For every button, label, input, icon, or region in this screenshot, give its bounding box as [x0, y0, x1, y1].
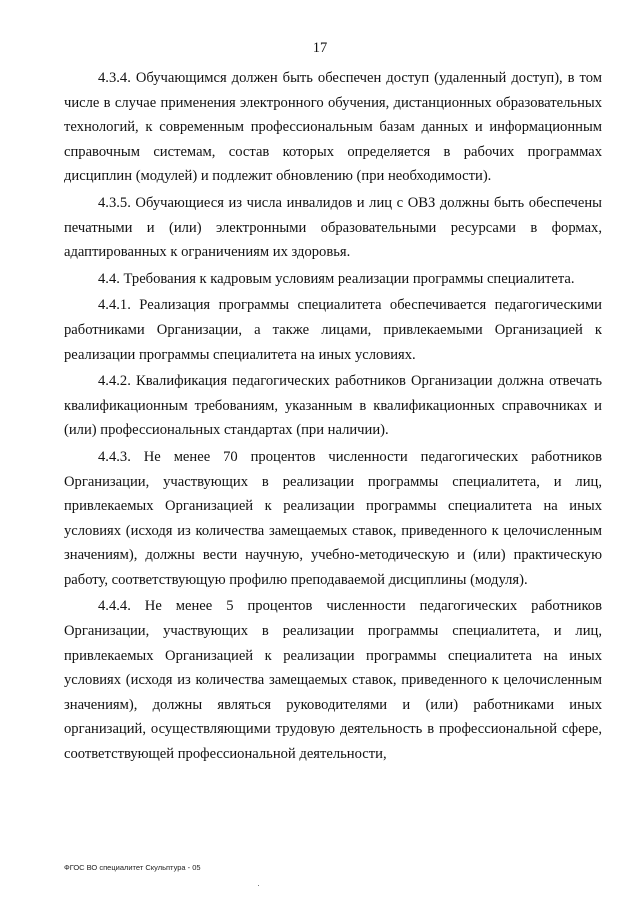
paragraph-4-4-1: 4.4.1. Реализация программы специалитета обеспечивается педагогическими работниками Организации, а также лицами, привлекаемыми Организацией к реализации программы специалитета на иных условиях.: [64, 297, 602, 363]
page-footer: ФГОС ВО специалитет Скульптура - 05: [64, 863, 201, 872]
paragraph-4-4-2: 4.4.2. Квалификация педагогических работников Организации должна отвечать квалификационным требованиям, указанным в квалификационных справочниках и (или) профессиональных стандартах (при наличии).: [64, 373, 602, 439]
paragraph-4-4-4: 4.4.4. Не менее 5 процентов численности педагогических работников Организации, участвующих в реализации программы специалитета, и лиц, привлекаемых Организацией к реализации программы специалитета на иных условиях (исходя из количества замещаемых ставок, приведенного к целочисленным значениям), должны являться руководителями и (или) работниками иных организаций, осуществляющими трудовую деятельность в профессиональной сфере, соответствующей профессиональной деятельности,: [64, 598, 602, 763]
paragraph-4-4-heading: 4.4. Требования к кадровым условиям реализации программы специалитета.: [98, 270, 575, 287]
page-number: 17: [312, 40, 328, 56]
scan-speck: [258, 885, 259, 886]
paragraph-4-4-3: 4.4.3. Не менее 70 процентов численности педагогических работников Организации, участвующих в реализации программы специалитета, и лиц, привлекаемых Организацией к реализации программы специалитета на иных условиях (исходя из количества замещаемых ставок, приведенного к целочисленным значениям), должны вести научную, учебно-методическую и (или) практическую работу, соответствующую профилю преподаваемой дисциплины (модуля).: [64, 448, 602, 588]
paragraph-4-3-5: 4.3.5. Обучающиеся из числа инвалидов и лиц с ОВЗ должны быть обеспечены печатными и (или) электронными образовательными ресурсами в формах, адаптированных к ограничениям их здоровья.: [64, 194, 602, 261]
paragraph-4-3-4: 4.3.4. Обучающимся должен быть обеспечен доступ (удаленный доступ), в том числе в случае применения электронного обучения, дистанционных образовательных технологий, к современным профессиональным базам данных и информационным справочным системам, состав которых определяется в рабочих программах дисциплин (модулей) и подлежит обновлению (при необходимости).: [64, 70, 602, 185]
document-body: [64, 66, 602, 769]
